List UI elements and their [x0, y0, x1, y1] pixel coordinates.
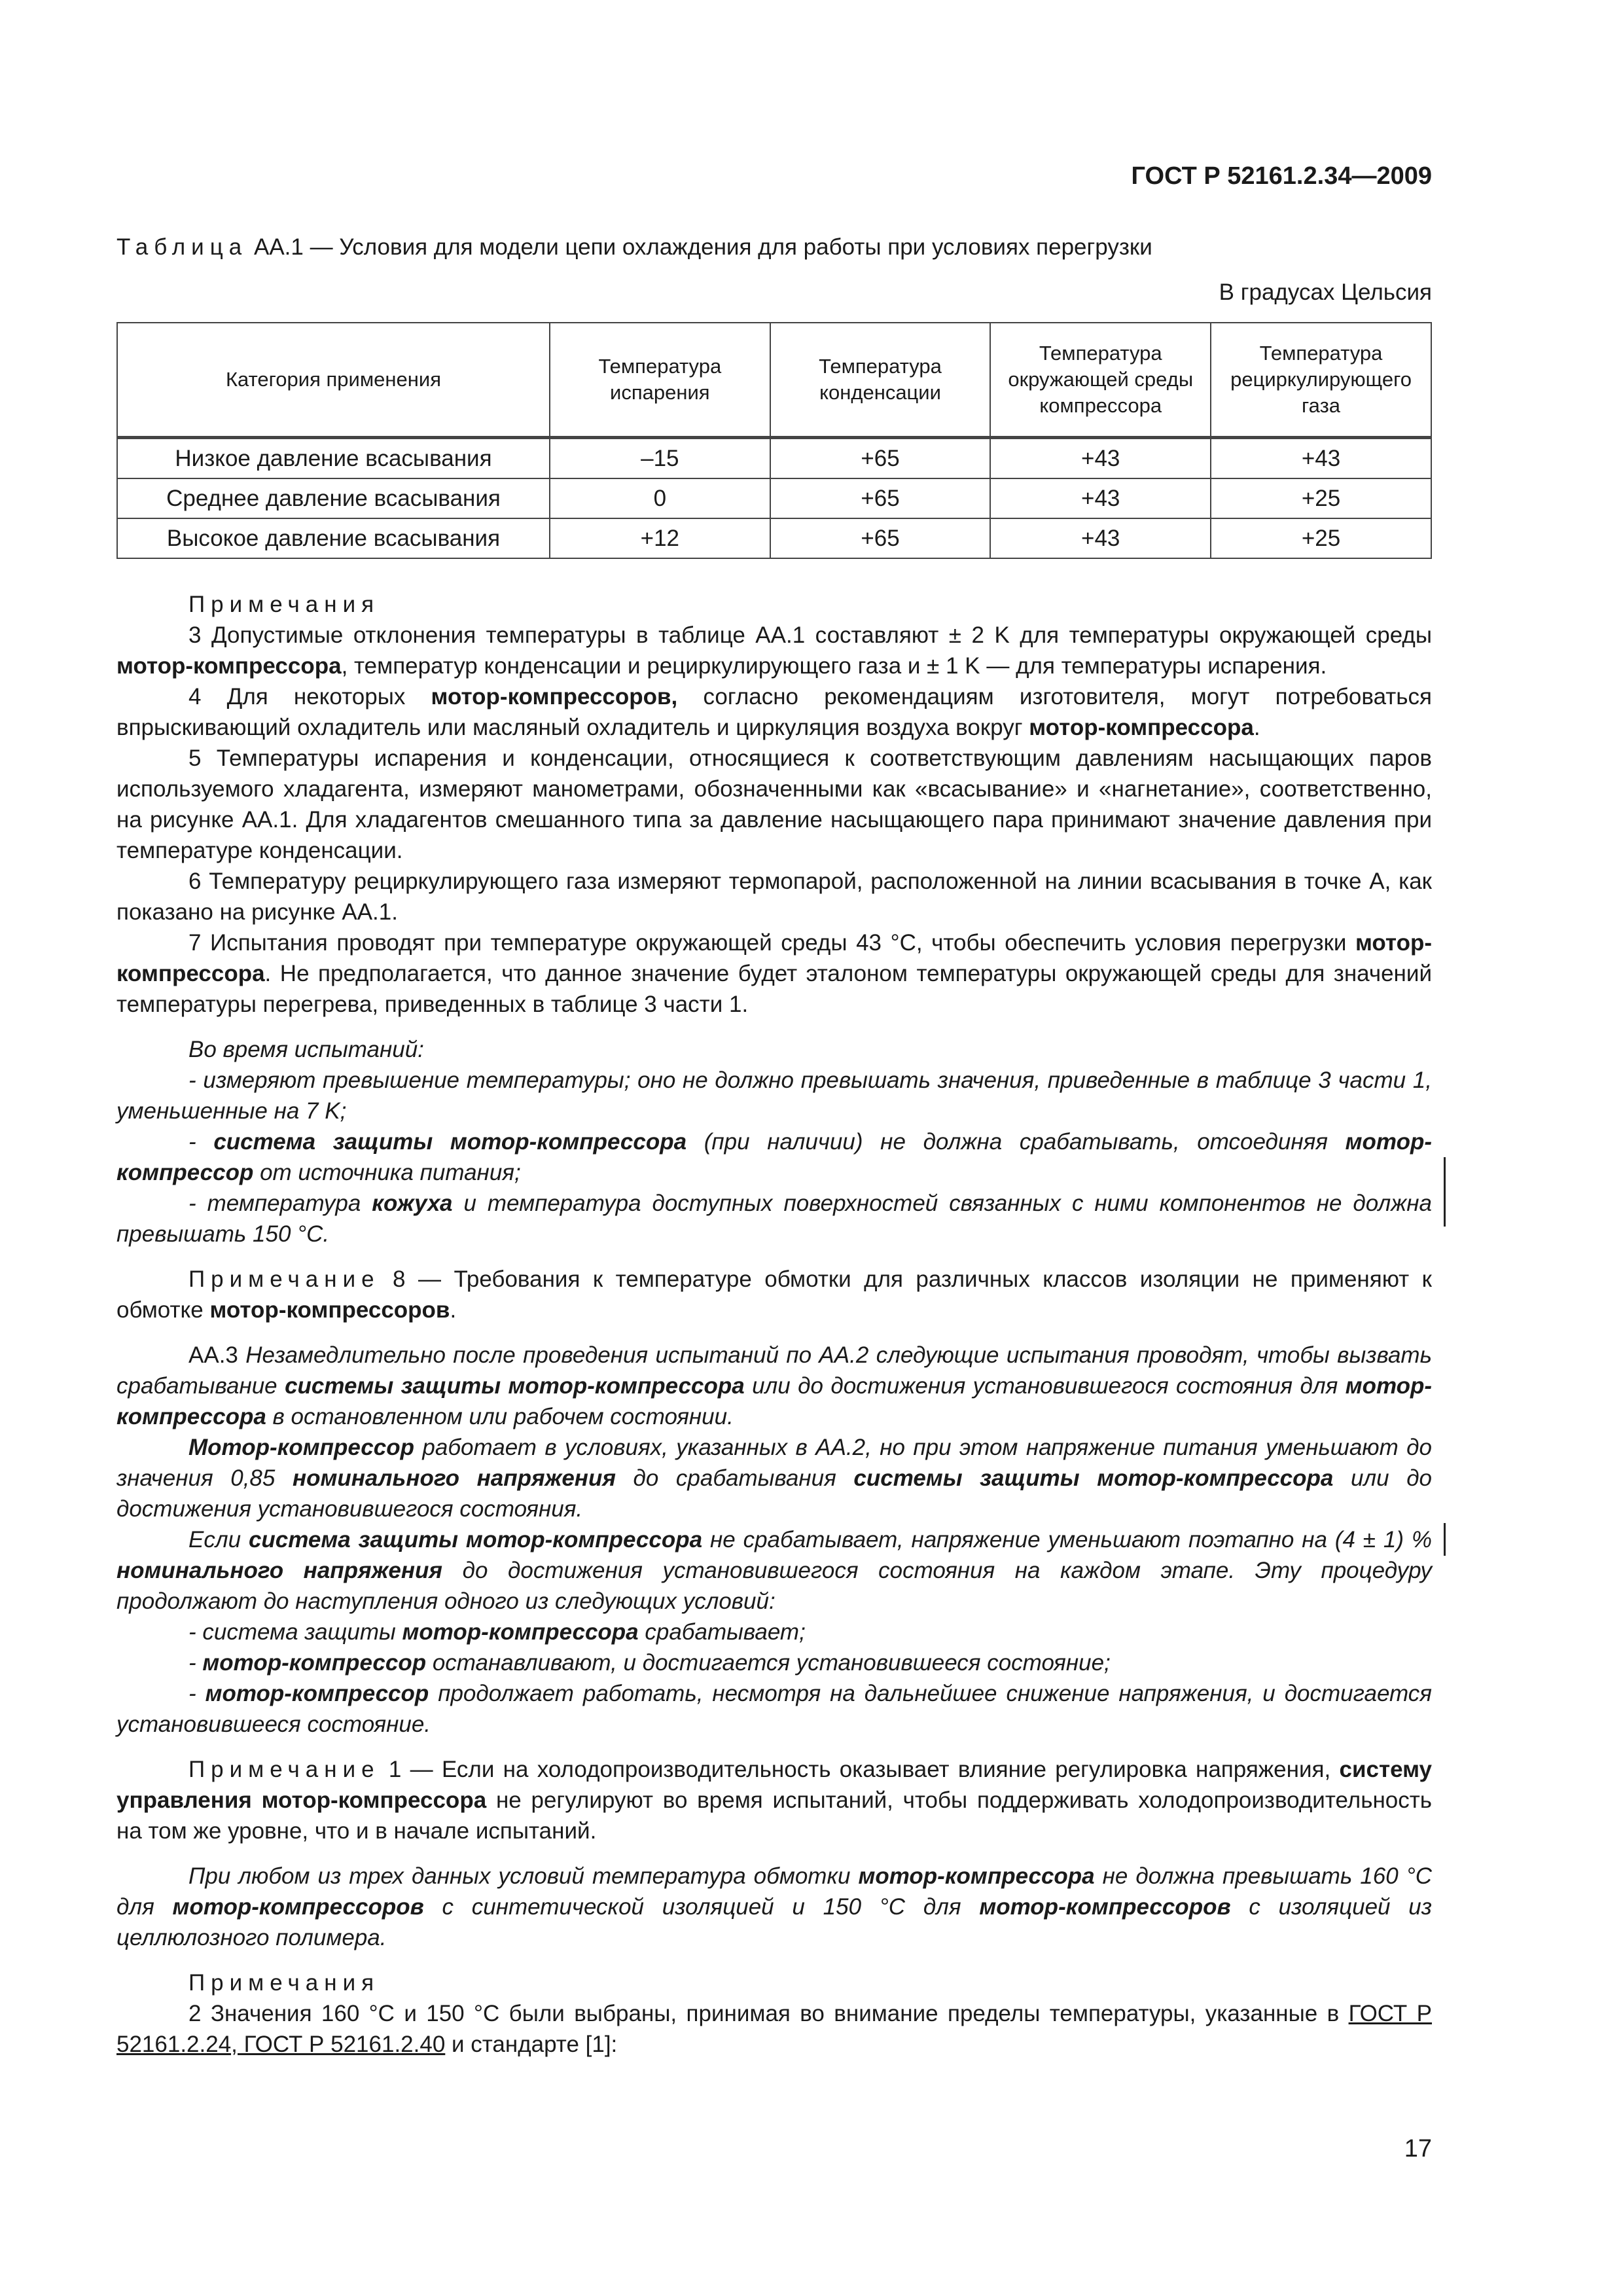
during-item-1: - измеряют превышение температуры; оно не должно превышать значения, приведенные в таблице 3 части 1, уменьшенные на 7 K; — [116, 1067, 1432, 1124]
note-6: 6 Температуру рециркулирующего газа измеряют термопарой, расположенной на линии всасывания в точке А, как показано на рисунке АА.1. — [116, 869, 1432, 925]
during-item-2: - система защиты мотор-компрессора (при наличии) не должна срабатывать, отсоединяя мотор-компрессор от источника питания; — [116, 1129, 1432, 1185]
table-header-cell: Категория применения — [117, 323, 550, 438]
note-2: 2 Значения 160 °C и 150 °C были выбраны, принимая во внимание пределы температуры, указанные в ГОСТ Р 52161.2.24, ГОСТ Р 52161.2.40 и стандарте [1]: — [116, 2001, 1433, 2057]
table-cell: Низкое давление всасывания — [117, 438, 550, 479]
table-cell: Среднее давление всасывания — [117, 478, 550, 518]
change-bar — [1444, 1523, 1446, 1556]
clause-aa3-para-2: Мотор-компрессор работает в условиях, указанных в АА.2, но при этом напряжение питания уменьшают до значения 0,85 номинального напряжения до срабатывания системы защиты мотор-компрессора или до достижения установившегося состояния. — [116, 1435, 1433, 1522]
page-number: 17 — [1404, 2135, 1432, 2162]
table-caption-text: АА.1 — Условия для модели цепи охлаждения для работы при условиях перегрузки — [253, 234, 1152, 260]
table-cell: +43 — [1211, 438, 1431, 479]
table-cell: +12 — [550, 518, 770, 558]
note-3: 3 Допустимые отклонения температуры в таблице АА.1 составляют ± 2 K для температуры окружающей среды мотор-компрессора, температур конденсации и рециркулирующего газа и ± 1 K — для температуры испарения. — [116, 622, 1432, 679]
table-row — [117, 478, 1431, 518]
table-cell: +25 — [1211, 518, 1431, 558]
body-text — [116, 589, 1432, 2060]
table-cell: +65 — [770, 478, 991, 518]
table-cell: 0 — [550, 478, 770, 518]
change-bar — [1444, 1157, 1446, 1227]
note-8: Примечание 8 — Требования к температуре обмотки для различных классов изоляции не применяют к обмотке мотор-компрессоров. — [116, 1266, 1432, 1323]
document-header: ГОСТ Р 52161.2.34—2009 — [1131, 162, 1432, 190]
table-cell: +43 — [990, 518, 1211, 558]
clause-aa3-para-3: Если система защиты мотор-компрессора не срабатывает, напряжение уменьшают поэтапно на (4 ± 1) % номинального напряжения до достижения установившегося состояния на каждом этапе. Эту процедуру продолжают до наступления одного из следующих условий: — [116, 1527, 1433, 1614]
during-item-3: - температура кожуха и температура доступных поверхностей связанных с ними компонентов не должна превышать 150 °C. — [116, 1191, 1432, 1247]
table-header-cell: Температура конденсации — [770, 323, 991, 438]
table-header-cell: Температура окружающей среды компрессора — [990, 323, 1211, 438]
table-cell: +65 — [770, 518, 991, 558]
clause-aa3: АА.3 Незамедлительно после проведения испытаний по АА.2 следующие испытания проводят, чтобы вызвать срабатывание системы защиты мотор-компрессора или до достижения установившегося состояния для мотор-компрессора в остановленном или рабочем состоянии. — [116, 1342, 1433, 1429]
table-caption-label: Таблица — [116, 234, 248, 260]
note-5: 5 Температуры испарения и конденсации, относящиеся к соответствующим давлениям насыщающих паров используемого хладагента, измеряют манометрами, обозначенными как «всасывание» и «нагнетание», соответственно, на рисунке АА.1. Для хладагентов смешанного типа за давление насыщающего пара принимают значение давления при температуре конденсации. — [116, 745, 1432, 863]
condition-item-2: - мотор-компрессор останавливают, и достигается установившееся состояние; — [188, 1650, 1111, 1676]
table-row — [117, 438, 1431, 479]
units-note: В градусах Цельсия — [1219, 279, 1432, 305]
table-cell: +43 — [990, 478, 1211, 518]
note-1: Примечание 1 — Если на холодопроизводительность оказывает влияние регулировка напряжения, систему управления мотор-компрессора не регулируют во время испытаний, чтобы поддерживать холодопроизводительность на том же уровне, что и в начале испытаний. — [116, 1757, 1432, 1844]
table-cell: +43 — [990, 438, 1211, 479]
note-7: 7 Испытания проводят при температуре окружающей среды 43 °C, чтобы обеспечить условия перегрузки мотор-компрессора. Не предполагается, что данное значение будет эталоном температуры окружающей среды для значений температуры перегрева, приведенных в таблице 3 части 1. — [116, 930, 1432, 1017]
table-row — [117, 518, 1431, 558]
condition-item-1: - система защиты мотор-компрессора срабатывает; — [188, 1619, 806, 1645]
table-cell: Высокое давление всасывания — [117, 518, 550, 558]
standard-reference-link[interactable]: ГОСТ Р 52161.2.24, ГОСТ Р 52161.2.40 — [116, 2001, 1433, 2057]
conditions-table — [116, 322, 1432, 559]
table-header-row — [117, 323, 1431, 438]
table-cell: +65 — [770, 438, 991, 479]
table-header-cell: Температура испарения — [550, 323, 770, 438]
table-cell: +25 — [1211, 478, 1431, 518]
table-header-cell: Температура рециркулирующего газа — [1211, 323, 1431, 438]
during-tests-intro: Во время испытаний: — [188, 1037, 424, 1062]
notes-heading: Примечания — [188, 592, 380, 617]
table-caption — [116, 234, 1152, 260]
note-4: 4 Для некоторых мотор-компрессоров, согласно рекомендациям изготовителя, могут потребоваться впрыскивающий охладитель или масляный охладитель и циркуляция воздуха вокруг мотор-компрессора. — [116, 684, 1432, 740]
winding-temperature-para: При любом из трех данных условий температура обмотки мотор-компрессора не должна превышать 160 °C для мотор-компрессоров с синтетической изоляцией и 150 °C для мотор-компрессоров с изоляцией из целлюлозного полимера. — [116, 1863, 1432, 1950]
condition-item-3: - мотор-компрессор продолжает работать, несмотря на дальнейшее снижение напряжения, и достигается установившееся состояние. — [116, 1681, 1432, 1737]
clause-number: АА.3 — [188, 1342, 238, 1368]
notes-heading-2: Примечания — [188, 1970, 380, 1996]
table-cell: –15 — [550, 438, 770, 479]
